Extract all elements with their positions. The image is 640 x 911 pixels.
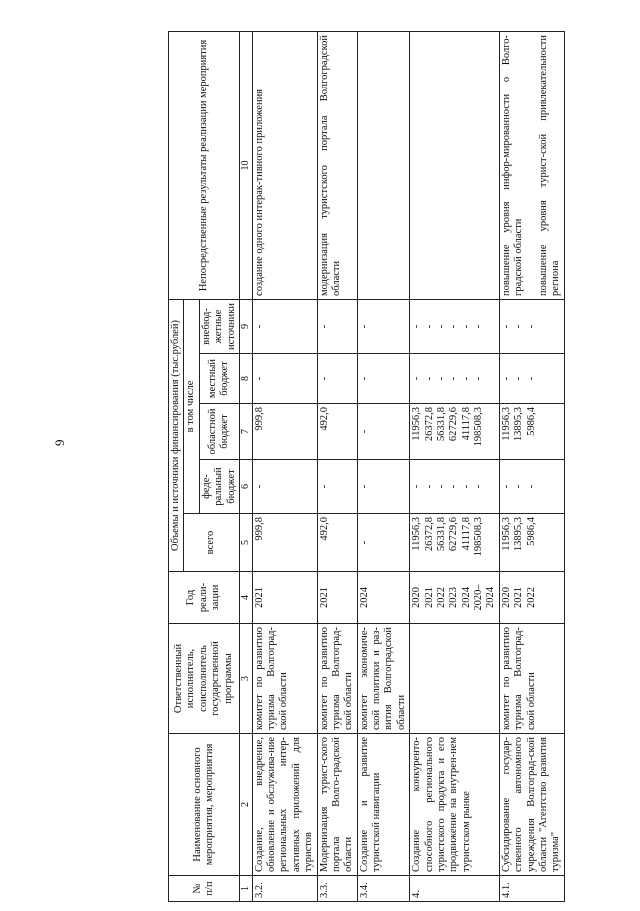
- extrabudgetary-sources: - - - - - -: [410, 299, 500, 353]
- rotated-page-content: [168, 32, 583, 902]
- regional-budget: 11956,3 13895,3 5986,4: [499, 404, 564, 460]
- activity-name: Создание конкуренто-способного регионального туристского продукта и его продвижение на внутрен-нем туристском рынке: [410, 734, 500, 876]
- local-budget: - - - - - -: [410, 354, 500, 404]
- implementation-year: 2020 2021 2022: [499, 572, 564, 624]
- col-number: 4: [239, 572, 252, 624]
- implementation-year: 2024: [357, 572, 410, 624]
- header-number: № п/п: [169, 876, 240, 902]
- direct-results: создание одного интерак-тивного приложения: [252, 31, 317, 299]
- activity-name: Субсидирование государ-ственного автономного учреждения Волгоград-ской области "Агентство развития туризма": [499, 734, 564, 876]
- local-budget: -: [357, 354, 410, 404]
- col-number: 10: [239, 31, 252, 299]
- col-number: 1: [239, 876, 252, 902]
- total-funding: 11956,3 13895,3 5986,4: [499, 514, 564, 572]
- header-local: местный бюджет: [199, 354, 239, 404]
- implementation-year: 2021: [252, 572, 317, 624]
- responsible-executor: комитет по развитию туризма Волгоград-ской области: [317, 624, 357, 734]
- responsible-executor: комитет по развитию туризма Волгоград-ской области: [499, 624, 564, 734]
- total-funding: 999,8: [252, 514, 317, 572]
- header-executor: Ответственный исполнитель, соисполнитель государственной программы: [169, 624, 240, 734]
- header-funding-group: Объемы и источники финансирования (тыс.рублей): [169, 299, 184, 571]
- local-budget: -: [252, 354, 317, 404]
- table-row: [499, 31, 564, 901]
- local-budget: -: [317, 354, 357, 404]
- federal-budget: - - -: [499, 460, 564, 514]
- col-number: 8: [239, 354, 252, 404]
- col-number: 2: [239, 734, 252, 876]
- direct-results: [410, 31, 500, 299]
- program-activities-table: [168, 31, 565, 902]
- table-row: [252, 31, 317, 901]
- header-extra: внебюд-жетные источники: [199, 299, 239, 353]
- extrabudgetary-sources: -: [317, 299, 357, 353]
- table-row: [317, 31, 357, 901]
- local-budget: - - -: [499, 354, 564, 404]
- table-row: [410, 31, 500, 901]
- responsible-executor: комитет по развитию туризма Волгоград-ской области: [252, 624, 317, 734]
- federal-budget: - - - - - -: [410, 460, 500, 514]
- responsible-executor: [410, 624, 500, 734]
- row-number: 4.: [410, 876, 500, 902]
- header-federal: феде-ральный бюджет: [199, 460, 239, 514]
- regional-budget: 11956,3 26372,8 56331,8 62729,6 41117,8 198508,3: [410, 404, 500, 460]
- total-funding: -: [357, 514, 410, 572]
- col-number: 5: [239, 514, 252, 572]
- header-year: Год реали-зации: [169, 572, 240, 624]
- total-funding: 11956,3 26372,8 56331,8 62729,6 41117,8 198508,3: [410, 514, 500, 572]
- extrabudgetary-sources: -: [357, 299, 410, 353]
- total-funding: 492,0: [317, 514, 357, 572]
- implementation-year: 2021: [317, 572, 357, 624]
- col-number: 3: [239, 624, 252, 734]
- regional-budget: -: [357, 404, 410, 460]
- direct-results: [357, 31, 410, 299]
- row-number: 4.1.: [499, 876, 564, 902]
- activity-name: Создание, внедрение, обновление и обслужива-ние региональных интер-активных приложений для туристов: [252, 734, 317, 876]
- col-number: 9: [239, 299, 252, 353]
- federal-budget: -: [357, 460, 410, 514]
- activity-name: Создание и развитие туристской навигации: [357, 734, 410, 876]
- row-number: 3.3.: [317, 876, 357, 902]
- header-name: Наименование основного мероприятия, мероприятия: [169, 734, 240, 876]
- header-regional: областной бюджет: [199, 404, 239, 460]
- col-number: 7: [239, 404, 252, 460]
- col-number: 6: [239, 460, 252, 514]
- direct-results: модернизация туристского портала Волгоградской области: [317, 31, 357, 299]
- federal-budget: -: [317, 460, 357, 514]
- responsible-executor: комитет экономиче-ской политики и раз-вития Волгоградской области: [357, 624, 410, 734]
- extrabudgetary-sources: - - -: [499, 299, 564, 353]
- row-number: 3.4.: [357, 876, 410, 902]
- implementation-year: 2020 2021 2022 2023 2024 2020–2024: [410, 572, 500, 624]
- table-row: [357, 31, 410, 901]
- regional-budget: 999,8: [252, 404, 317, 460]
- page-number: 9: [52, 439, 67, 446]
- header-total: всего: [184, 514, 240, 572]
- row-number: 3.2.: [252, 876, 317, 902]
- direct-results: повышение уровня инфор-мированности о Волго-градской области повышение уровня турист-ской привлекательности региона: [499, 31, 564, 299]
- header-including: в том числе: [184, 299, 199, 513]
- header-results: Непосредственные результаты реализации мероприятия: [169, 31, 240, 299]
- activity-name: Модернизация турист-ского портала Волго-градской области: [317, 734, 357, 876]
- federal-budget: -: [252, 460, 317, 514]
- regional-budget: 492,0: [317, 404, 357, 460]
- extrabudgetary-sources: -: [252, 299, 317, 353]
